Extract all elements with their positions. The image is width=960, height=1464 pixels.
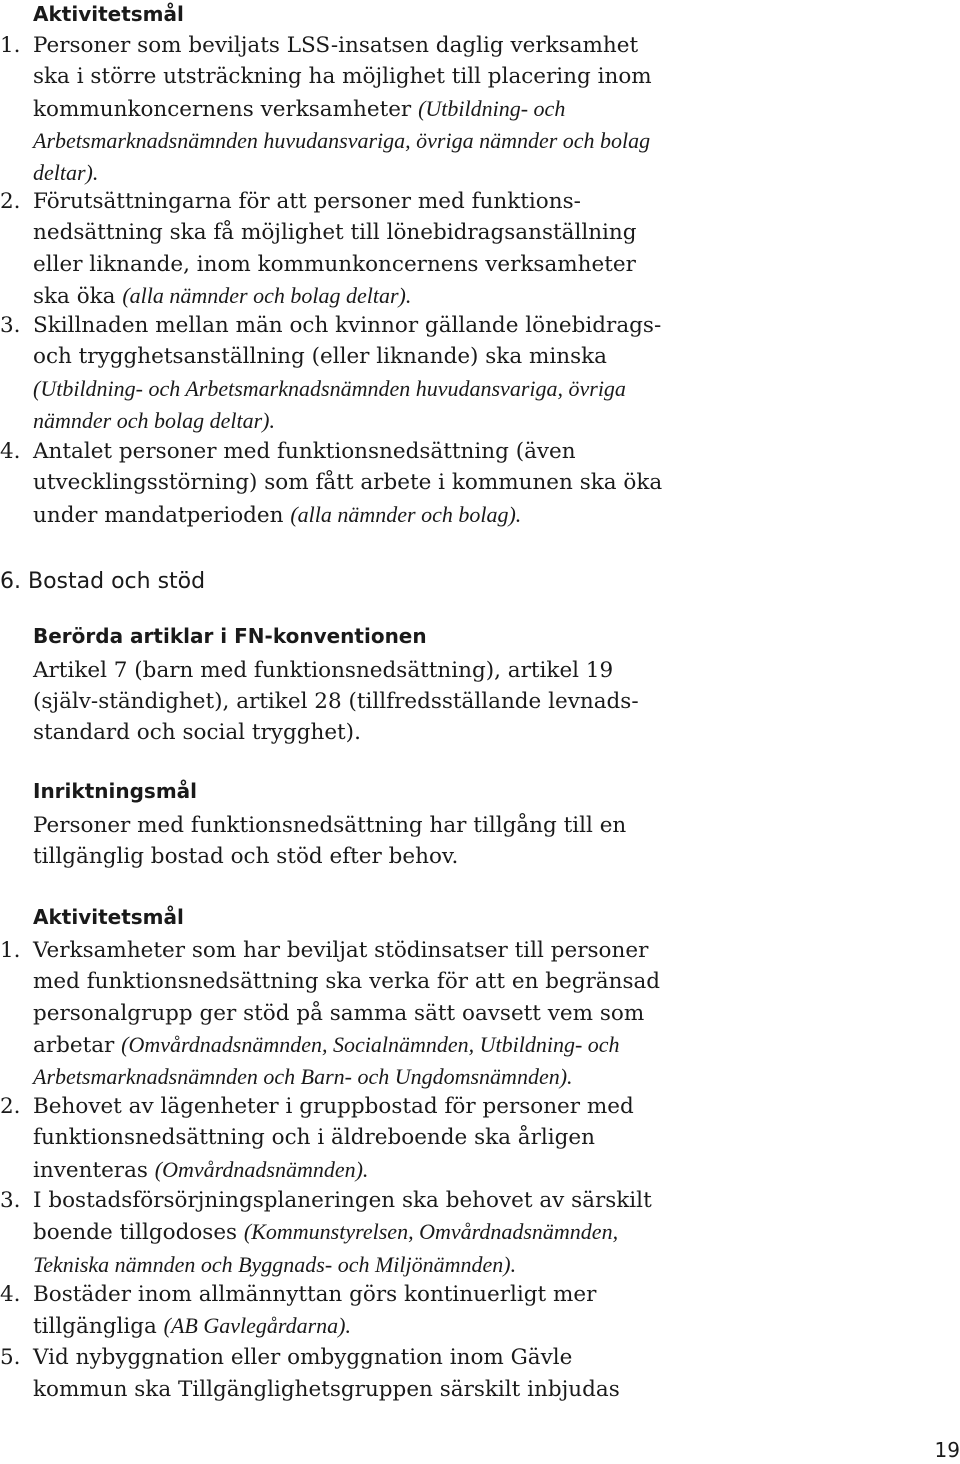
item-text: I bostadsförsörjningsplaneringen ska behovet av särskilt boende tillgodoses [33,1188,652,1246]
item-text: Antalet personer med funktionsnedsättning (även utvecklingsstörning) som fått arbete i kommunen ska öka under mandatperioden [33,439,663,528]
goal-heading: Inriktningsmål [33,779,198,803]
articles-text: Artikel 7 (barn med funktionsnedsättning), artikel 19 (själv-ständighet), artikel 28 (tillfredsställande levnadsstandard och social trygghet). [33,658,639,745]
list-item [0,310,673,437]
item-text: Vid nybyggnation eller ombyggnation inom Gävle kommun ska Tillgänglighetsgruppen särskilt inbjudas [33,1345,620,1403]
list-item [0,186,673,312]
item-responsible: (Kommunstyrelsen, Omvårdnadsnämnden, Tekniska nämnden och Byggnads- och Miljönämnden). [33,1219,619,1277]
item-number: 5. [0,1345,21,1370]
item-number: 2. [0,189,21,214]
articles-heading: Berörda artiklar i FN-konventionen [33,624,427,648]
item-number: 3. [0,1188,21,1213]
item-text: Verksamheter som har beviljat stödinsatser till personer med funktionsnedsättning ska verka för att en begränsad personalgrupp ger stöd på samma sätt oavsett vem som arbetar [33,938,661,1058]
list-item [0,1091,673,1186]
item-number: 4. [0,1282,21,1307]
list-item [0,1342,673,1406]
item-text: Bostäder inom allmännyttan görs kontinuerligt mer tillgängliga [33,1282,597,1340]
goal-text: Personer med funktionsnedsättning har tillgång till en tillgänglig bostad och stöd efter behov. [33,813,627,869]
list-item [0,1279,673,1343]
section-title [0,570,205,594]
item-responsible: (alla nämnder och bolag deltar). [122,282,412,308]
item-responsible: (AB Gavlegårdarna). [163,1313,352,1339]
list-item [0,935,673,1093]
section-number: 6. [0,569,21,594]
item-number: 1. [0,33,21,58]
list-item [0,30,673,189]
item-text: Skillnaden mellan män och kvinnor gällande lönebidrags- och trygghetsanställning (eller liknande) ska minska [33,313,662,370]
item-number: 1. [0,938,21,963]
item-responsible: (Omvårdnadsnämnden). [154,1156,369,1182]
item-responsible: (Utbildning- och Arbetsmarknadsnämnden huvudansvariga, övriga nämnder och bolag deltar). [33,375,626,433]
section-title-text: Bostad och stöd [28,569,206,594]
item-number: 3. [0,313,21,338]
item-text: Förutsättningarna för att personer med funktionsnedsättning ska få möjlighet till lönebidragsanställning eller liknande, inom kommunkoncernens verksamheter ska öka [33,189,637,309]
list-item [0,1185,673,1281]
activity-heading: Aktivitetsmål [33,905,184,929]
item-responsible: (alla nämnder och bolag). [290,501,522,527]
item-responsible: (Utbildning- och Arbetsmarknadsnämnden huvudansvariga, övriga nämnder och bolag deltar). [33,95,651,186]
item-number: 4. [0,439,21,464]
item-text: Personer som beviljats LSS-insatsen daglig verksamhet ska i större utsträckning ha möjlighet till placering inom kommunkoncernens verksamheter [33,33,652,122]
list-item [0,436,673,531]
item-responsible: (Omvårdnadsnämnden, Socialnämnden, Utbildning- och Arbetsmarknadsnämnden och Barn- och Ungdomsnämnden). [33,1031,620,1090]
item-text: Behovet av lägenheter i gruppbostad för personer med funktionsnedsättning och i äldreboende ska årligen inventeras [33,1094,634,1183]
section-heading-aktivitetsmal: Aktivitetsmål [33,2,184,26]
item-number: 2. [0,1094,21,1119]
page-number: 19 [934,1438,960,1462]
